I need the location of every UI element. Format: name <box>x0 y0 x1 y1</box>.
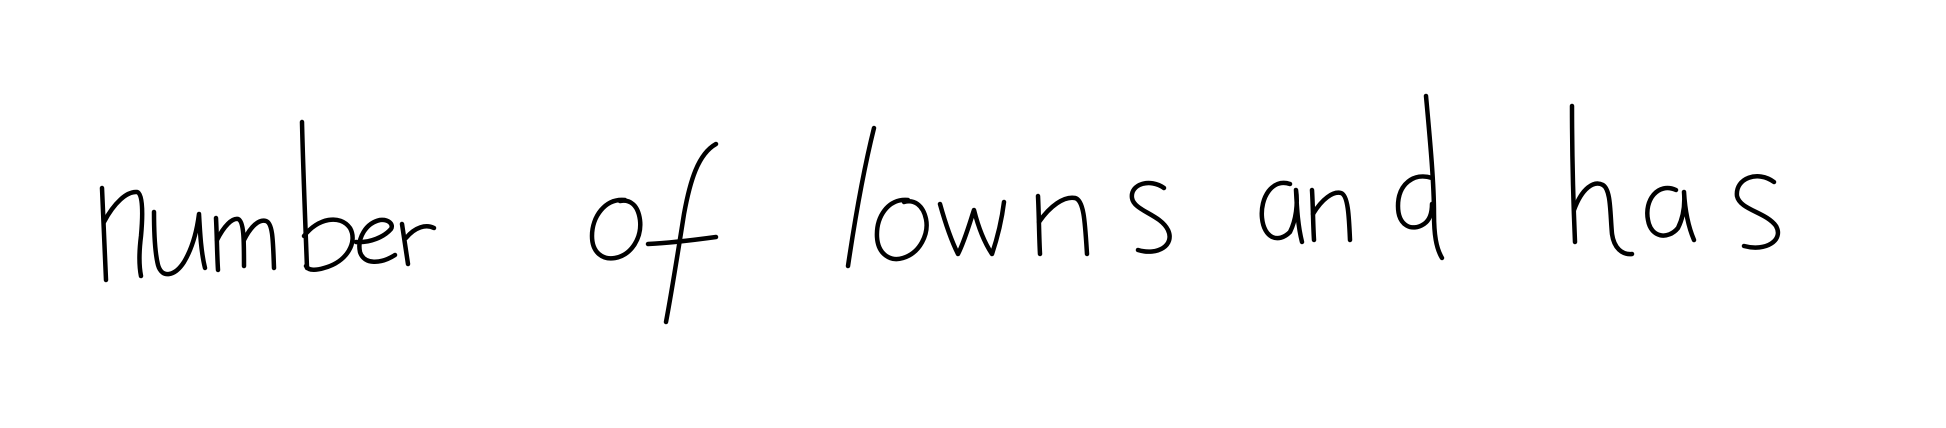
word-towns <box>848 128 1170 266</box>
word-number <box>102 122 434 280</box>
word-of <box>592 144 716 322</box>
word-and <box>1262 96 1442 258</box>
word-has <box>1572 106 1778 254</box>
